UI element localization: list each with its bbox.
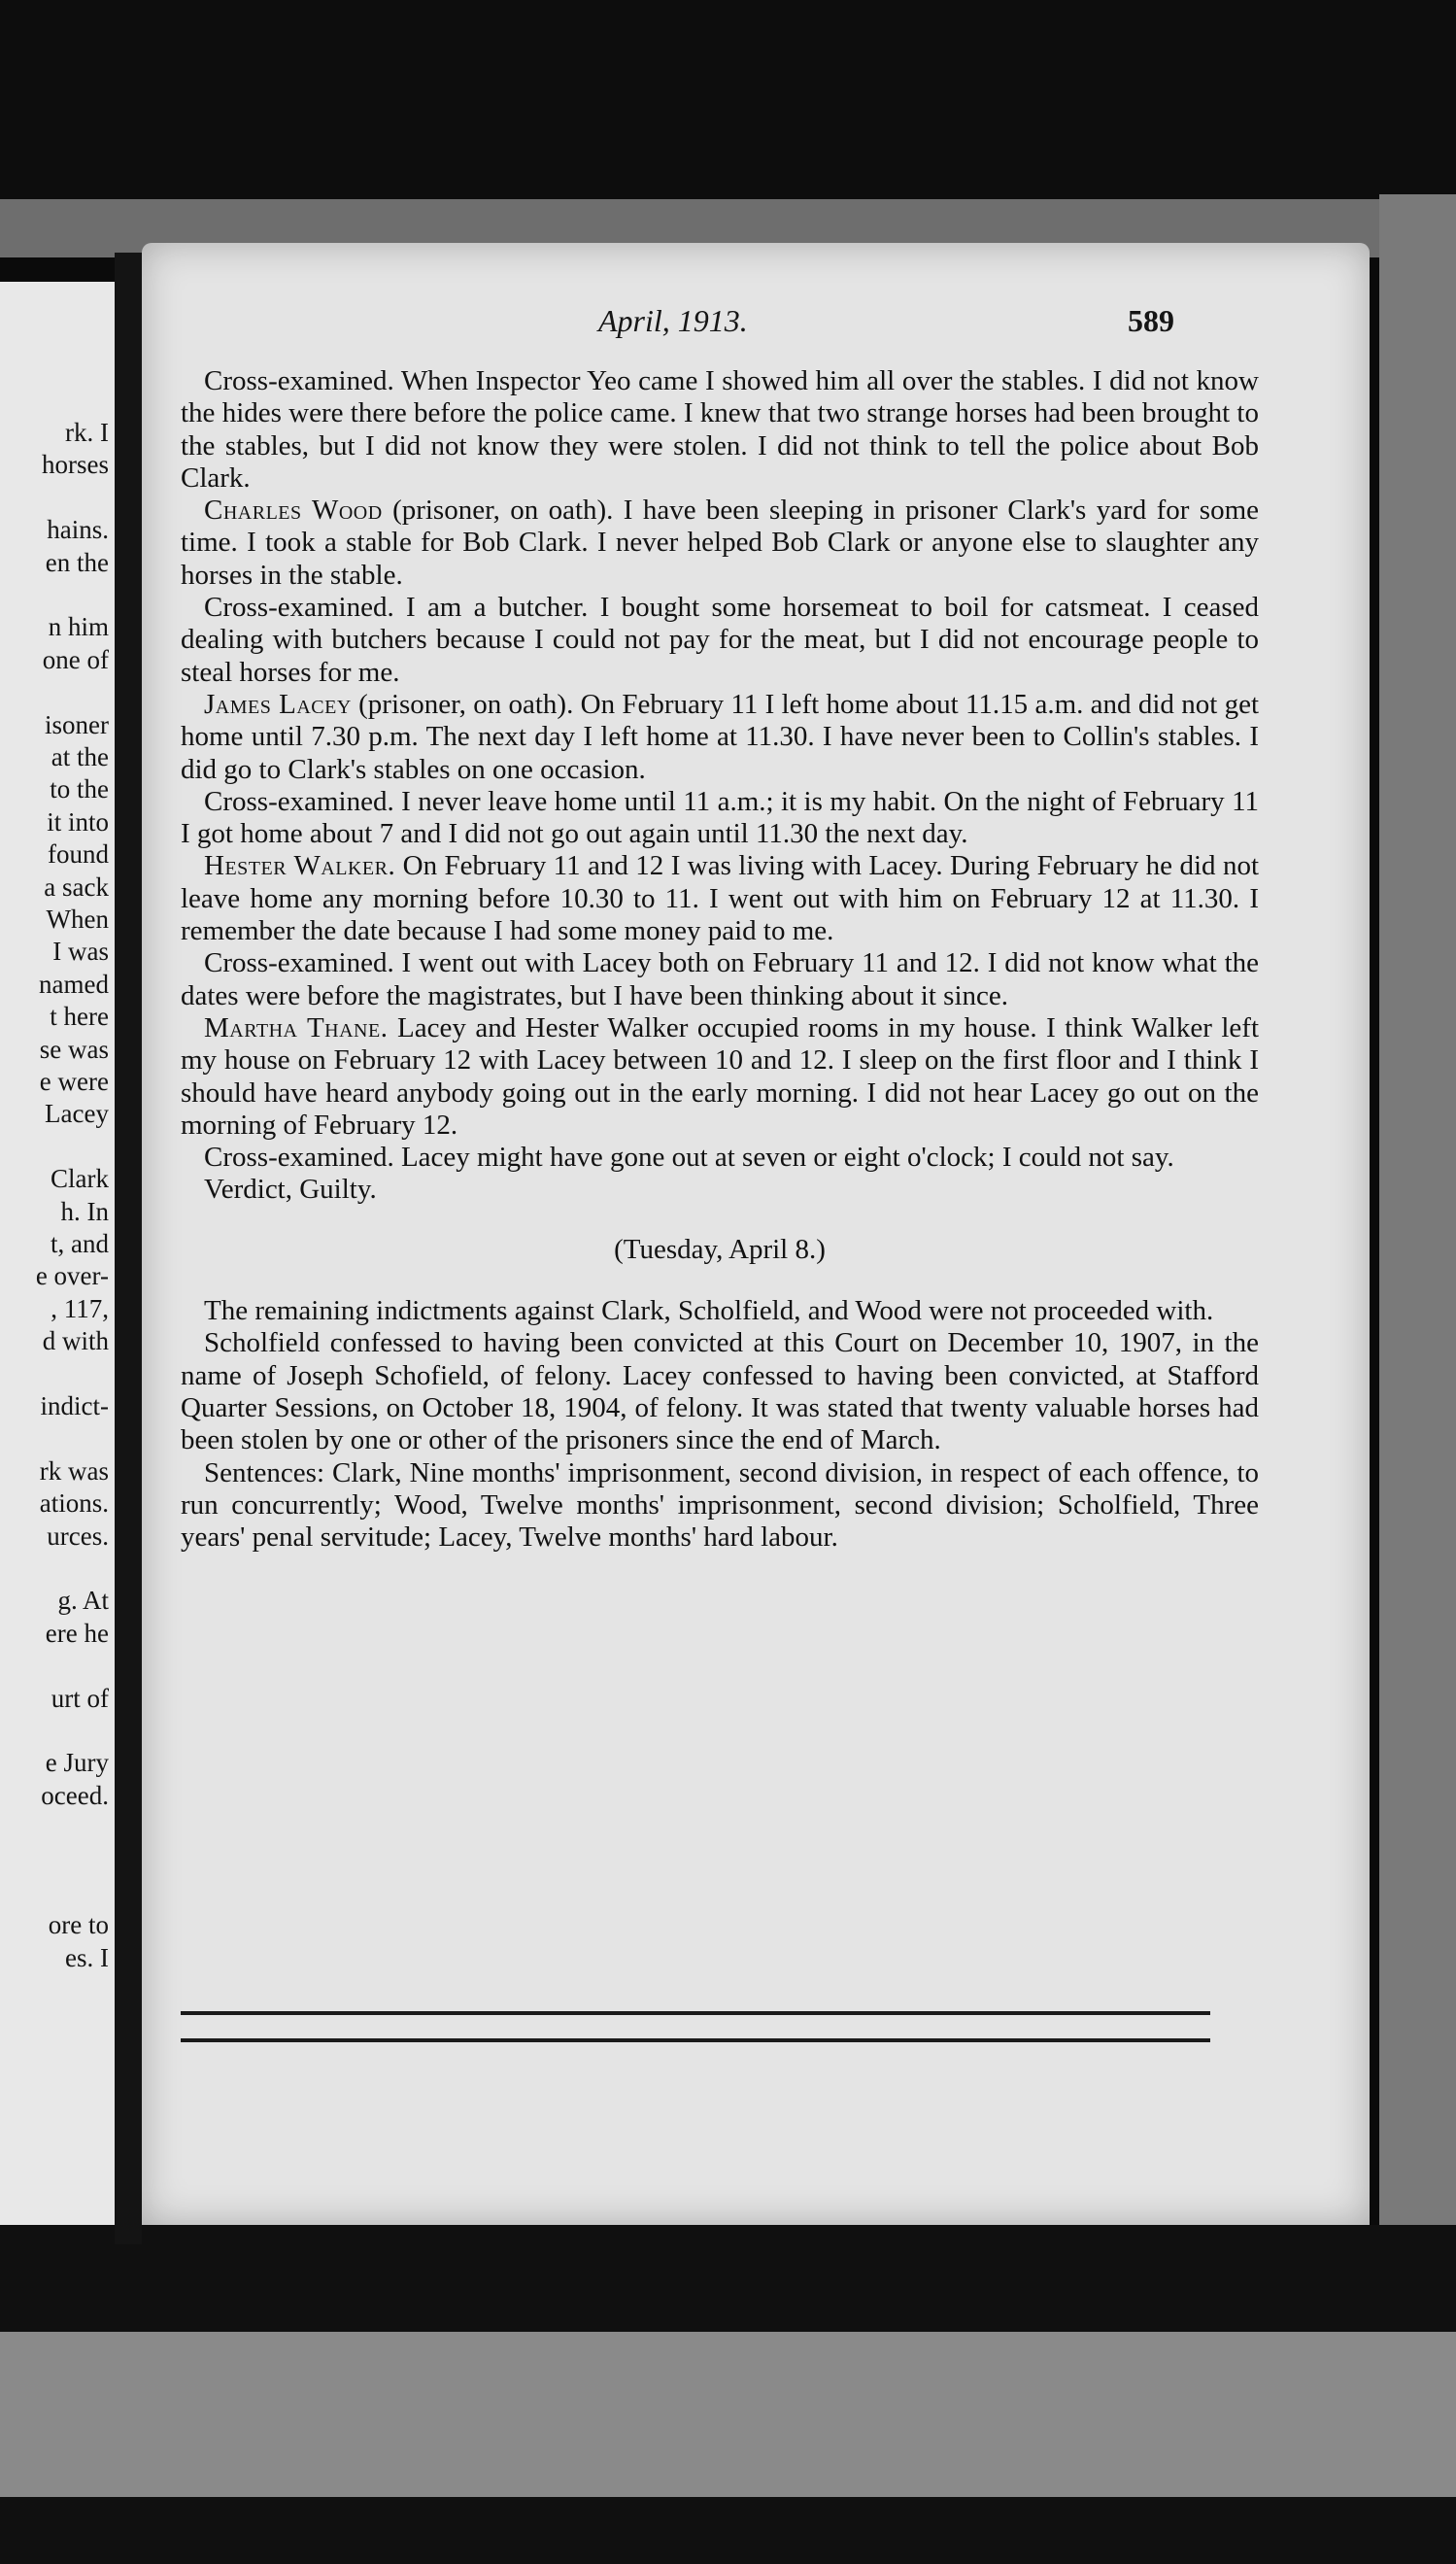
left-page-text-fragment: e were — [39, 1067, 109, 1096]
left-page-text-fragment: rk. I — [65, 418, 109, 447]
left-page-text-fragment: n him — [48, 612, 109, 642]
left-page-text-fragment: t here — [50, 1002, 109, 1032]
paragraph: Martha Thane. Lacey and Hester Walker occupied rooms in my house. I think Walker left my house on February 12 with Lacey between 10 and 12. I sleep on the first floor and I think I should have heard anybody going out in the early morning. I did not hear Lacey go out on the morning of February 12. — [181, 1011, 1259, 1141]
left-page-text-fragment: d with — [42, 1326, 109, 1356]
paragraph: The remaining indictments against Clark, Scholfield, and Wood were not proceeded with. — [204, 1295, 1214, 1327]
left-page-text-fragment: Clark — [51, 1164, 109, 1194]
left-page-text-fragment: t, and — [51, 1229, 109, 1258]
page-number: 589 — [1128, 303, 1174, 338]
left-page-text-fragment: e over- — [35, 1261, 109, 1291]
left-page-text-fragment: indict- — [40, 1391, 109, 1420]
paragraph: Cross-examined. When Inspector Yeo came I showed him all over the stables. I did not know the hides were there before the police came. I knew that two strange horses had been brought to the stables, but I did not know they were stolen. I did not think to tell the police about Bob Clark. — [181, 365, 1259, 494]
running-title: April, 1913. — [598, 303, 748, 338]
end-rule-top — [181, 2011, 1210, 2015]
speaker-name: James Lacey — [204, 688, 352, 720]
book-spine — [115, 253, 142, 2244]
left-page-text-fragment: se was — [39, 1034, 109, 1064]
scan-top-border — [0, 0, 1456, 209]
paragraph: Cross-examined. Lacey might have gone out at seven or eight o'clock; I could not say. — [204, 1142, 1174, 1174]
left-page-text-fragment: I was — [52, 937, 109, 967]
left-page-text-fragment: rk was — [39, 1455, 109, 1486]
document-page — [142, 243, 1370, 2225]
left-page-text-fragment: , 117, — [51, 1293, 109, 1323]
left-page-text-fragment: isoner — [45, 709, 109, 739]
speaker-name: Martha Thane. — [204, 1011, 389, 1043]
left-page-text-fragment: hains. — [47, 515, 109, 545]
left-page-text-fragment: a sack — [44, 872, 109, 902]
left-page-text-fragment: horses — [42, 450, 109, 480]
page-body — [181, 365, 1259, 1554]
left-page-text-fragment: named — [39, 969, 109, 999]
left-page-text-fragment: en the — [45, 547, 109, 577]
left-page-text-fragment: found — [48, 839, 109, 870]
left-page-text-fragment: urt of — [51, 1683, 109, 1713]
date-heading: (Tuesday, April 8.) — [614, 1233, 826, 1265]
left-page-text-fragment: e Jury — [45, 1748, 109, 1778]
left-page-text-fragment: Lacey — [45, 1099, 109, 1129]
sentences-paragraph: Sentences: Clark, Nine months' imprisonment, second division, in respect of each offence, to run concurrently; Wood, Twelve months' imprisonment, second division; Scholfield, Three years' penal servitude; Lacey, Twelve months' hard labour. — [181, 1456, 1259, 1554]
left-page-text-fragment: When — [46, 905, 109, 934]
left-page-text-fragment: one of — [42, 644, 109, 674]
left-page-text-fragment: oceed. — [41, 1780, 109, 1810]
paragraph: James Lacey (prisoner, on oath). On February 11 I left home about 11.15 a.m. and did not get home until 7.30 p.m. The next day I left home at 11.30. I have never been to Collin's stables. I did go to Clark's stables on one occasion. — [181, 688, 1259, 785]
left-page-text-fragment: urces. — [47, 1521, 109, 1551]
left-page-text-fragment: h. In — [60, 1196, 109, 1226]
paragraph: Cross-examined. I never leave home until 11 a.m.; it is my habit. On the night of February 11 I got home about 7 and I did not go out again until 11.30 the next day. — [181, 785, 1259, 850]
paragraph: Hester Walker. On February 11 and 12 I was living with Lacey. During February he did not leave home any morning before 10.30 to 11. I went out with him on February 12 at 11.30. I remember the date because I had some money paid to me. — [181, 850, 1259, 947]
left-page-text-fragment: to the — [50, 774, 109, 804]
end-rule-bottom — [181, 2038, 1210, 2042]
scan-right-edge — [1379, 194, 1456, 2235]
left-page-text-fragment: ere he — [45, 1618, 109, 1648]
left-page-text-fragment: ations. — [39, 1488, 109, 1519]
left-page-text-fragment: es. I — [65, 1942, 109, 1972]
left-page-text-fragment: g. At — [57, 1586, 109, 1616]
verdict: Verdict, Guilty. — [204, 1174, 377, 1206]
paragraph: Scholfield confessed to having been convicted at this Court on December 10, 1907, in the name of Joseph Schofield, of felony. Lacey confessed to having been convicted, at Stafford Quarter Sessions, on October 18, 1904, of felony. It was stated that twenty valuable horses had been stolen by one or other of the prisoners since the end of March. — [181, 1327, 1259, 1456]
paragraph: Cross-examined. I am a butcher. I bought some horsemeat to boil for catsmeat. I ceased dealing with butchers because I could not pay for the meat, but I did not encourage people to steal horses for me. — [181, 592, 1259, 688]
left-page-text-fragment: it into — [47, 806, 109, 837]
speaker-name: Charles Wood — [204, 495, 383, 527]
speaker-name: Hester Walker. — [204, 850, 396, 882]
left-page-text-fragment: at the — [51, 742, 109, 771]
paragraph: Charles Wood (prisoner, on oath). I have been sleeping in prisoner Clark's yard for some time. I took a stable for Bob Clark. I never helped Bob Clark or anyone else to slaughter any horses in the stable. — [181, 495, 1260, 591]
page-header — [142, 303, 1370, 342]
scan-bottom-strip — [0, 2332, 1456, 2497]
left-facing-page — [0, 282, 115, 2225]
paragraph: Cross-examined. I went out with Lacey both on February 11 and 12. I did not know what the dates were before the magistrates, but I have been thinking about it since. — [181, 947, 1259, 1011]
left-page-text-fragment: ore to — [48, 1910, 109, 1940]
